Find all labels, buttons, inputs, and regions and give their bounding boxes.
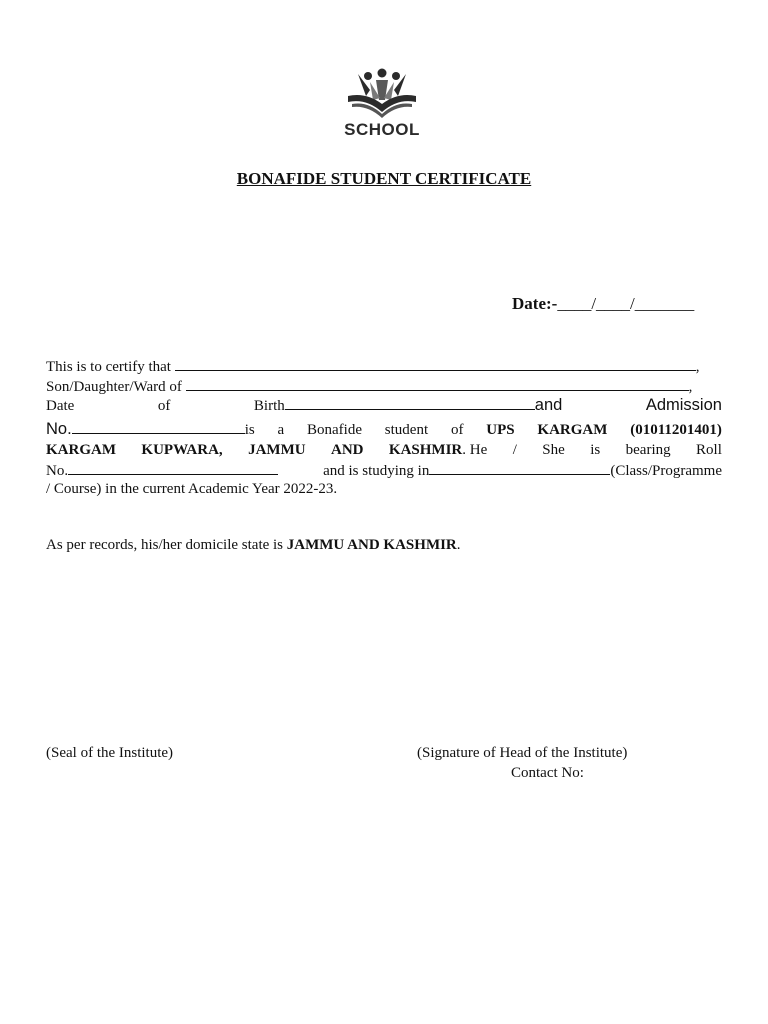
admission-word: Admission — [645, 396, 722, 414]
of-word: of — [450, 422, 464, 438]
is-word: is — [244, 422, 255, 438]
certificate-title: BONAFIDE STUDENT CERTIFICATE — [236, 169, 532, 188]
dob-of-word: of — [157, 398, 171, 414]
a-word: a — [277, 422, 285, 438]
studying-text: and is studying in — [323, 463, 430, 479]
address-kargam: KARGAM — [46, 442, 116, 458]
date-line — [512, 294, 694, 314]
certify-text: This is to certify that — [46, 359, 171, 375]
dob-blank — [285, 396, 535, 410]
student-word: student — [384, 422, 429, 438]
slash-word: / — [512, 442, 517, 458]
roll-no-blank — [68, 461, 278, 475]
admission-line — [46, 420, 722, 439]
he-word: . He — [462, 442, 488, 458]
school-logo-icon — [340, 68, 424, 120]
dob-and-word: and — [534, 396, 563, 414]
logo-text: SCHOOL — [344, 120, 420, 139]
school-logo — [340, 68, 430, 144]
dob-date-word: Date — [46, 398, 75, 414]
ward-line: Son/Daughter/Ward of , — [46, 379, 693, 395]
she-word: She — [542, 442, 565, 458]
class-blank — [429, 461, 610, 475]
domicile-line — [46, 537, 461, 554]
address-jammu: JAMMU — [248, 442, 306, 458]
school-code: (01011201401) — [630, 422, 722, 438]
address-kupwara: KUPWARA, — [141, 442, 223, 458]
seal-label: (Seal of the Institute) — [46, 745, 174, 761]
address-and: AND — [331, 442, 364, 458]
class-programme-text: (Class/Programme — [610, 463, 722, 479]
parent-name-blank — [186, 377, 689, 391]
date-blanks: ____/____/_______ — [557, 294, 695, 313]
bearing-word: bearing — [625, 442, 671, 458]
school-kargam: KARGAM — [537, 422, 608, 438]
certify-line: This is to certify that , — [46, 359, 700, 375]
roll-word: Roll — [696, 442, 722, 458]
contact-label: Contact No: — [511, 765, 584, 781]
dob-birth-word: Birth — [253, 398, 285, 414]
date-label: Date:- — [512, 294, 558, 313]
domicile-prefix: As per records, his/her domicile state is — [46, 537, 287, 553]
roll-line — [46, 461, 722, 480]
academic-year-line: / Course) in the current Academic Year 2022-23. — [46, 481, 338, 497]
ward-text: Son/Daughter/Ward of — [46, 379, 182, 395]
signature-label: (Signature of Head of the Institute) — [417, 745, 628, 761]
school-address-line — [46, 442, 722, 459]
admission-no-label: No. — [46, 420, 72, 438]
domicile-suffix: . — [456, 537, 461, 553]
school-ups: UPS — [486, 422, 515, 438]
admission-no-blank — [72, 420, 245, 434]
roll-no-label: No. — [46, 463, 69, 479]
address-kashmir: KASHMIR — [388, 442, 463, 458]
bonafide-word: Bonafide — [307, 422, 362, 438]
is-word-2: is — [590, 442, 601, 458]
dob-line — [46, 396, 722, 415]
student-name-blank — [175, 357, 696, 371]
domicile-state: JAMMU AND KASHMIR — [286, 537, 457, 553]
